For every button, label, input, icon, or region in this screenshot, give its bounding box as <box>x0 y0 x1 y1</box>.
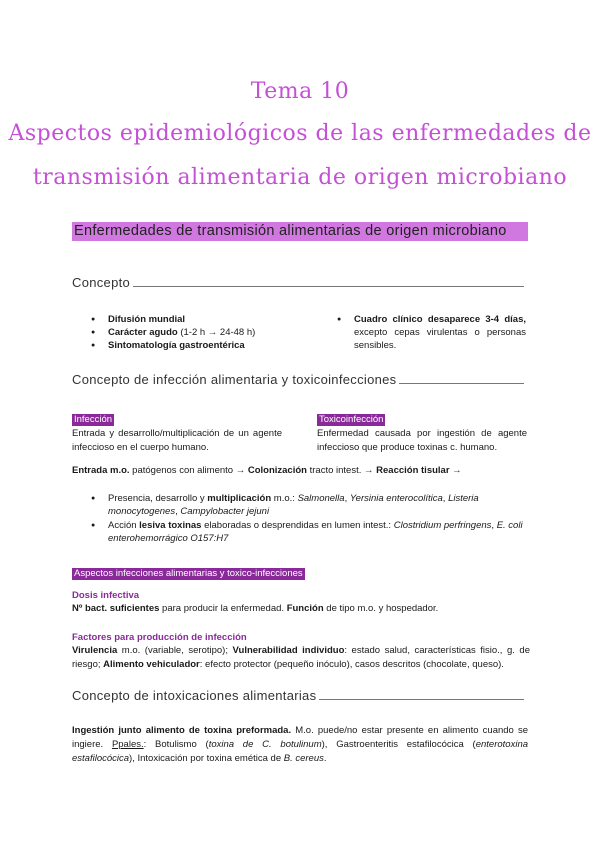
infeccion-tag: Infección <box>74 414 113 425</box>
concepto-left-list <box>88 313 318 352</box>
heading-rule <box>319 699 524 700</box>
infeccion-block <box>72 409 282 455</box>
section-heading: Enfermedades de transmisión alimentarias de origen microbiano <box>72 222 528 241</box>
dosis-text: Nº bact. suficientes para producir la enfermedad. Función de tipo m.o. y hospedador. <box>72 603 439 614</box>
infeccion-bullets <box>88 492 528 545</box>
factores-text: Virulencia m.o. (variable, serotipo); Vulnerabilidad individuo: estado salud, características fisio., g. de riesgo; Alimento vehiculador: efecto protector (pequeño inóculo), casos descritos (chocolate, queso). <box>72 645 530 670</box>
heading-rule <box>133 286 524 287</box>
list-item: ● Acción lesiva toxinas elaboradas o desprendidas en lumen intest.: Clostridium perfringens, E. coli enterohemorrágico O157:H7 <box>88 519 528 545</box>
heading-rule <box>399 383 524 384</box>
list-item: ● Sintomatología gastroentérica <box>88 339 318 352</box>
toxicoinfeccion-text: Enfermedad causada por ingestión de agente infeccioso que produce toxinas c. humano. <box>317 428 527 453</box>
title-line-1: Tema 10 <box>250 79 350 104</box>
intoxicaciones-heading <box>72 688 524 703</box>
toxicoinfeccion-block <box>317 409 527 455</box>
title-line-3: transmisión alimentaria de origen microbiano <box>32 165 568 190</box>
title-line-2: Aspectos epidemiológicos de las enfermedades de <box>8 121 592 146</box>
aspectos-block <box>72 563 305 581</box>
aspectos-tag: Aspectos infecciones alimentarias y toxico-infecciones <box>74 568 303 579</box>
list-item: ● Carácter agudo (1-2 h → 24-48 h) <box>88 326 318 339</box>
infeccion-flow: Entrada m.o. patógenos con alimento → Colonización tracto intest. → Reacción tisular → <box>72 465 462 476</box>
dosis-title: Dosis infectiva <box>72 590 140 601</box>
infeccion-text: Entrada y desarrollo/multiplicación de un agente infeccioso en el cuerpo humano. <box>72 428 282 453</box>
intoxicaciones-text: Ingestión junto alimento de toxina preformada. M.o. puede/no estar presente en alimento cuando se ingiere. Ppales.: Botulismo (toxina de C. botulinum), Gastroenteritis estafilocócica (enterotoxina estafilocócica), Intoxicación por toxina emética de B. cereus. <box>72 725 529 764</box>
factores-title: Factores para producción de infección <box>72 632 247 643</box>
infeccion-heading <box>72 372 524 387</box>
concepto-right-list <box>334 313 526 352</box>
list-item: ● Difusión mundial <box>88 313 318 326</box>
intoxicaciones-heading-text: Concepto de intoxicaciones alimentarias <box>72 688 317 703</box>
toxicoinfeccion-tag: Toxicoinfección <box>319 414 384 425</box>
infeccion-heading-text: Concepto de infección alimentaria y toxicoinfecciones <box>72 372 397 387</box>
concepto-heading <box>72 275 524 290</box>
list-item: ● Cuadro clínico desaparece 3-4 días, excepto cepas virulentas o personas sensibles. <box>334 313 526 352</box>
concepto-heading-text: Concepto <box>72 275 131 290</box>
list-item: ● Presencia, desarrollo y multiplicación m.o.: Salmonella, Yersinia enterocolítica, Listeria monocytogenes, Campylobacter jejuni <box>88 492 528 518</box>
